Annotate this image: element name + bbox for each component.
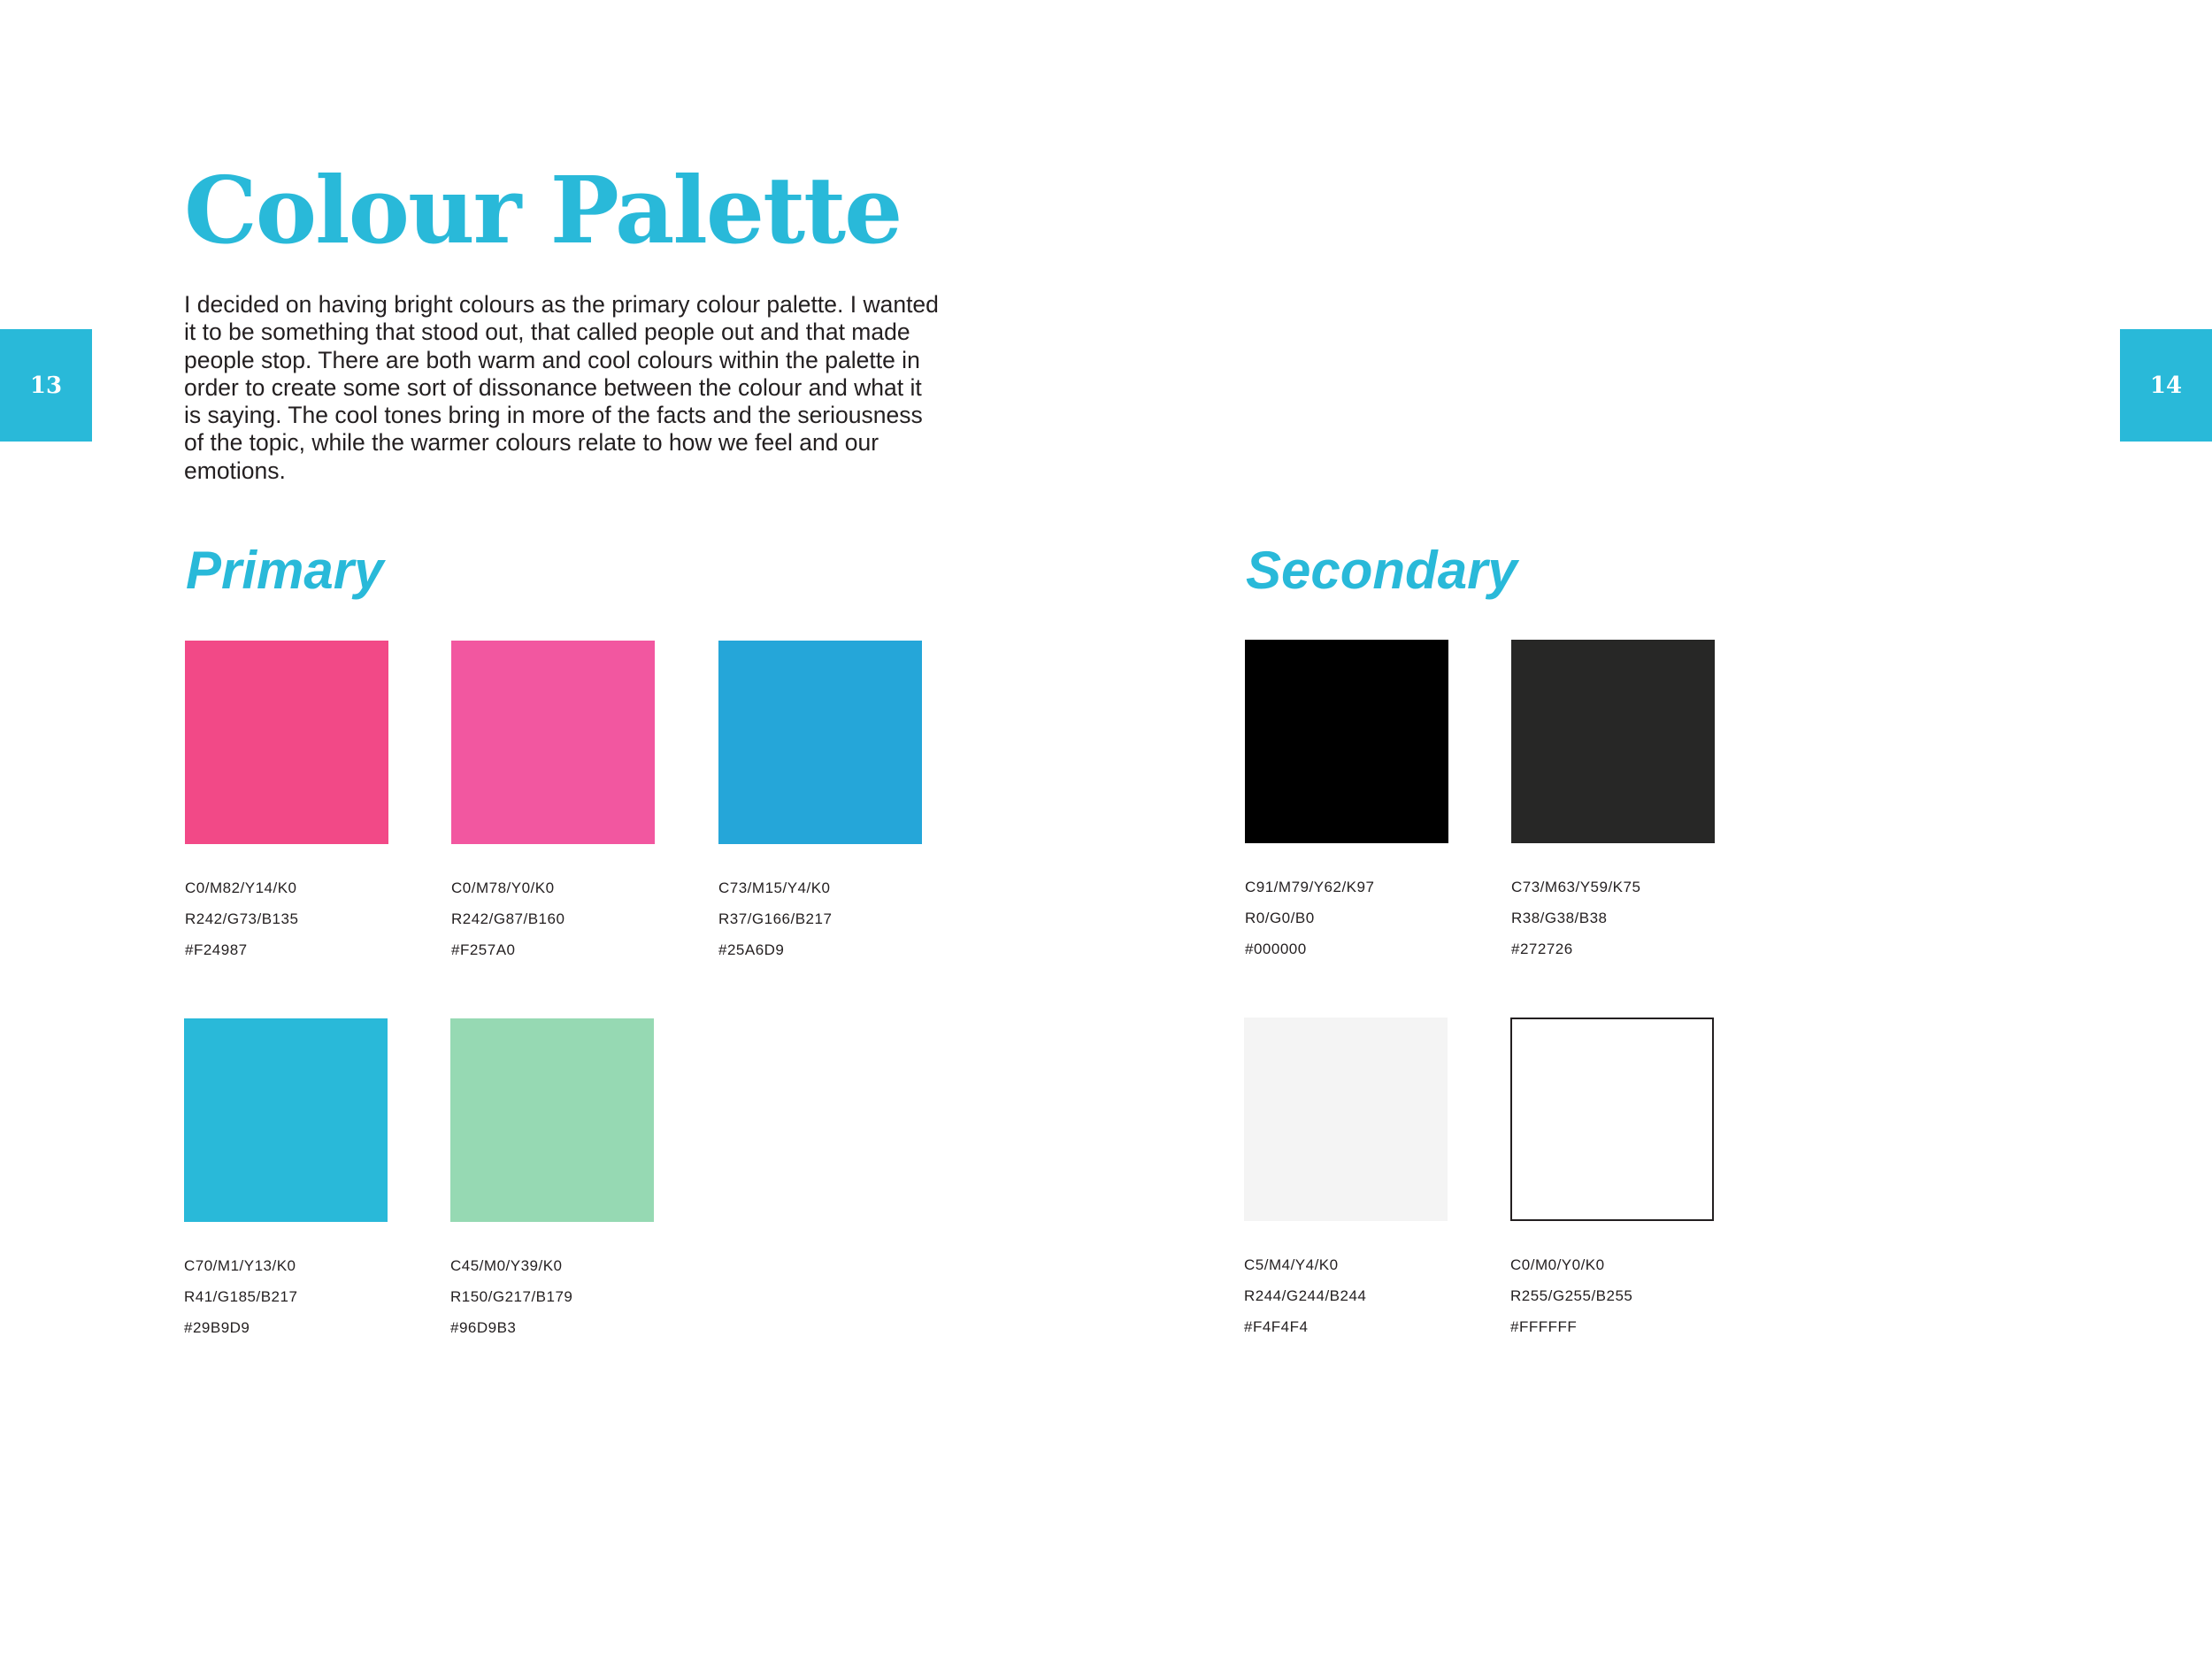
page-number-left <box>0 329 92 442</box>
rgb-value: R37/G166/B217 <box>718 910 833 927</box>
hex-value: #F24987 <box>185 941 248 958</box>
rgb-value: R0/G0/B0 <box>1245 910 1315 926</box>
color-chip <box>185 641 388 844</box>
color-specs <box>718 872 984 965</box>
cmyk-value: C70/M1/Y13/K0 <box>184 1257 296 1274</box>
color-chip <box>1245 640 1448 843</box>
cmyk-value: C45/M0/Y39/K0 <box>450 1257 563 1274</box>
rgb-value: R41/G185/B217 <box>184 1288 298 1305</box>
cmyk-value: C0/M82/Y14/K0 <box>185 879 297 896</box>
primary-swatch <box>185 641 450 965</box>
color-specs <box>185 872 450 965</box>
secondary-swatch <box>1510 1018 1776 1342</box>
color-chip <box>450 1018 654 1222</box>
color-chip <box>1244 1018 1448 1221</box>
page-number-left-label: 13 <box>29 372 63 399</box>
primary-swatch <box>451 641 717 965</box>
page-number-right-label: 14 <box>2149 372 2183 399</box>
secondary-heading: Secondary <box>1246 541 1517 600</box>
cmyk-value: C5/M4/Y4/K0 <box>1244 1256 1339 1273</box>
color-specs <box>451 872 717 965</box>
page-number-right <box>2120 329 2212 442</box>
cmyk-value: C0/M78/Y0/K0 <box>451 879 555 896</box>
rgb-value: R150/G217/B179 <box>450 1288 573 1305</box>
color-chip <box>1511 640 1715 843</box>
rgb-value: R242/G73/B135 <box>185 910 299 927</box>
hex-value: #25A6D9 <box>718 941 785 958</box>
color-chip <box>718 641 922 844</box>
primary-swatch <box>450 1018 716 1343</box>
color-specs <box>1510 1249 1776 1342</box>
cmyk-value: C91/M79/Y62/K97 <box>1245 879 1375 895</box>
hex-value: #000000 <box>1245 941 1307 957</box>
secondary-swatch <box>1244 1018 1509 1342</box>
color-chip <box>184 1018 388 1222</box>
hex-value: #FFFFFF <box>1510 1318 1578 1335</box>
primary-swatch <box>184 1018 449 1343</box>
intro-paragraph: I decided on having bright colours as the primary colour palette. I wanted it to be something that stood out, that called people out and that made people stop. There are both warm and cool colours within the palette in order to create some sort of dissonance between the colour and what it is saying. The cool tones bring in more of the facts and the seriousness of the topic, while the warmer colours relate to how we feel and our emotions. <box>184 291 939 484</box>
secondary-swatch <box>1511 640 1777 964</box>
cmyk-value: C73/M63/Y59/K75 <box>1511 879 1641 895</box>
rgb-value: R255/G255/B255 <box>1510 1287 1633 1304</box>
primary-heading: Primary <box>186 541 384 600</box>
color-chip <box>451 641 655 844</box>
color-specs <box>1244 1249 1509 1342</box>
hex-value: #96D9B3 <box>450 1319 517 1336</box>
hex-value: #F4F4F4 <box>1244 1318 1309 1335</box>
cmyk-value: C0/M0/Y0/K0 <box>1510 1256 1605 1273</box>
color-specs <box>1511 872 1777 964</box>
hex-value: #29B9D9 <box>184 1319 250 1336</box>
hex-value: #272726 <box>1511 941 1573 957</box>
secondary-swatch <box>1245 640 1510 964</box>
rgb-value: R244/G244/B244 <box>1244 1287 1367 1304</box>
color-specs <box>450 1250 716 1343</box>
color-chip <box>1510 1018 1714 1221</box>
hex-value: #F257A0 <box>451 941 516 958</box>
rgb-value: R242/G87/B160 <box>451 910 565 927</box>
primary-swatch <box>718 641 984 965</box>
cmyk-value: C73/M15/Y4/K0 <box>718 879 831 896</box>
rgb-value: R38/G38/B38 <box>1511 910 1608 926</box>
page-title: Colour Palette <box>184 156 902 265</box>
color-specs <box>184 1250 449 1343</box>
color-specs <box>1245 872 1510 964</box>
